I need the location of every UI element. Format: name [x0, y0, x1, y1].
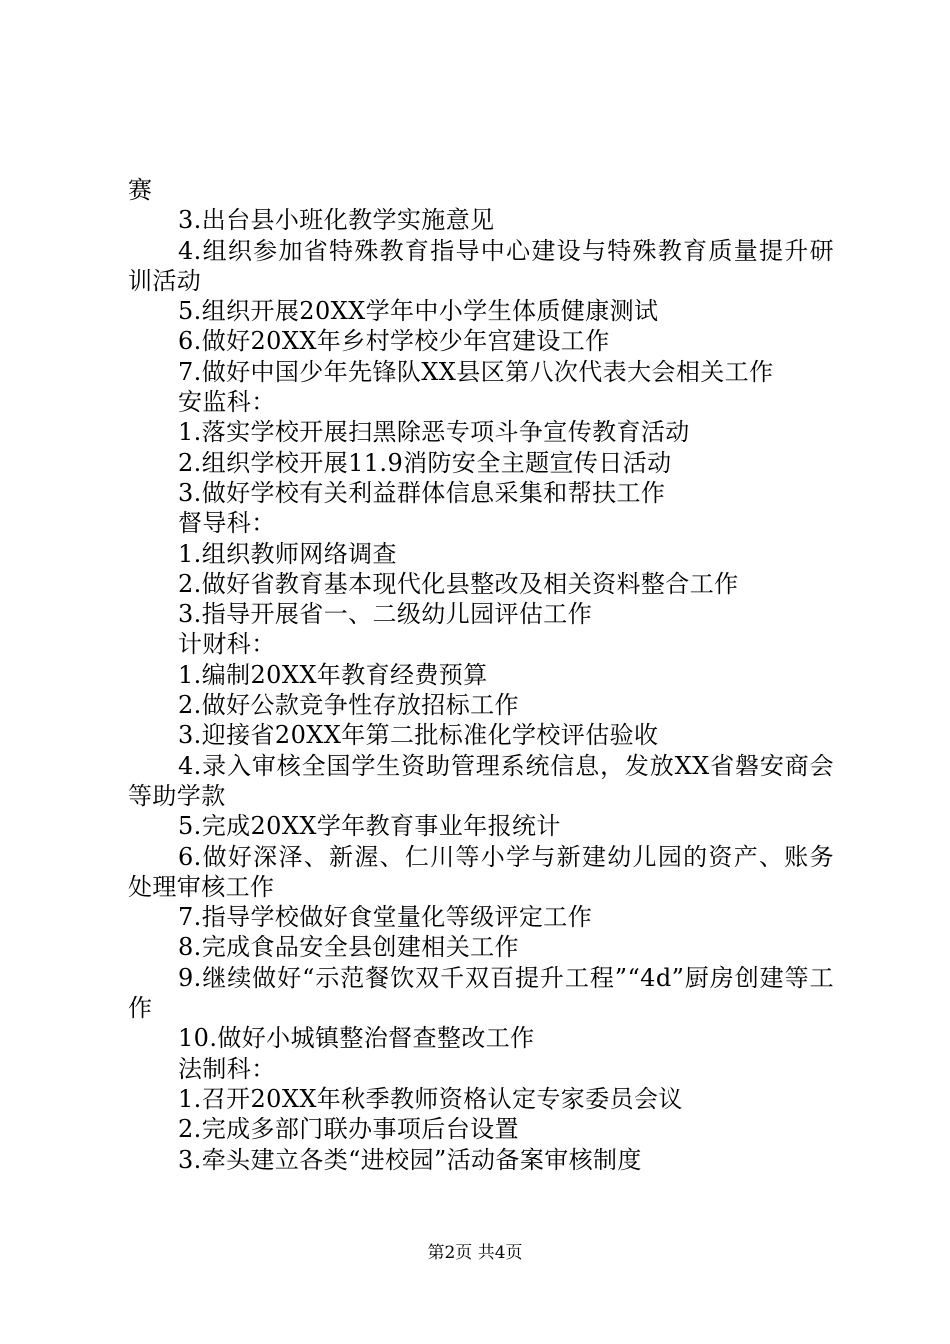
document-line: 3.指导开展省一、二级幼儿园评估工作	[178, 600, 593, 629]
document-line: 2.完成多部门联办事项后台设置	[178, 1115, 519, 1144]
document-line: 5.组织开展20XX学年中小学生体质健康测试	[178, 297, 659, 326]
document-line: 3.出台县小班化教学实施意见	[178, 206, 495, 235]
document-line: 4.录入审核全国学生资助管理系统信息，发放XX省磐安商会等助学款	[128, 751, 834, 810]
document-line: 8.完成食品安全县创建相关工作	[178, 933, 519, 962]
document-line: 9.继续做好“示范餐饮双千双百提升工程”“4d”厨房创建等工作	[128, 963, 834, 1023]
document-line: 3.牵头建立各类“进校园”活动备案审核制度	[178, 1145, 642, 1174]
document-line: 督导科：	[178, 509, 276, 538]
document-line: 1.落实学校开展扫黑除恶专项斗争宣传教育活动	[178, 418, 690, 447]
document-line: 6.做好深泽、新渥、仁川等小学与新建幼儿园的资产、账务处理审核工作	[128, 842, 834, 901]
document-line: 法制科：	[178, 1054, 276, 1083]
document-line: 1.编制20XX年教育经费预算	[178, 660, 488, 689]
document-line: 7.指导学校做好食堂量化等级评定工作	[178, 903, 593, 932]
document-line: 2.做好公款竞争性存放招标工作	[178, 691, 519, 720]
document-line: 3.迎接省20XX年第二批标准化学校评估验收	[178, 721, 659, 750]
page-footer: 第2页 共4页	[427, 1243, 523, 1263]
document-line: 1.组织教师网络调查	[178, 539, 397, 568]
document-body	[128, 175, 834, 1175]
document-line: 赛	[128, 176, 153, 204]
document-line: 5.完成20XX学年教育事业年报统计	[178, 812, 561, 841]
document-line: 4.组织参加省特殊教育指导中心建设与特殊教育质量提升研训活动	[128, 236, 834, 295]
document-line: 10.做好小城镇整治督查整改工作	[178, 1024, 535, 1053]
document-line: 2.做好省教育基本现代化县整改及相关资料整合工作	[178, 569, 739, 598]
document-line: 安监科：	[178, 388, 276, 417]
document-line: 6.做好20XX年乡村学校少年宫建设工作	[178, 327, 610, 356]
document-line: 2.组织学校开展11.9消防安全主题宣传日活动	[178, 448, 672, 477]
document-line: 计财科：	[178, 630, 276, 659]
document-line: 1.召开20XX年秋季教师资格认定专家委员会议	[178, 1084, 683, 1113]
document-line: 7.做好中国少年先锋队XX县区第八次代表大会相关工作	[178, 357, 774, 386]
document-line: 3.做好学校有关利益群体信息采集和帮扶工作	[178, 478, 666, 507]
